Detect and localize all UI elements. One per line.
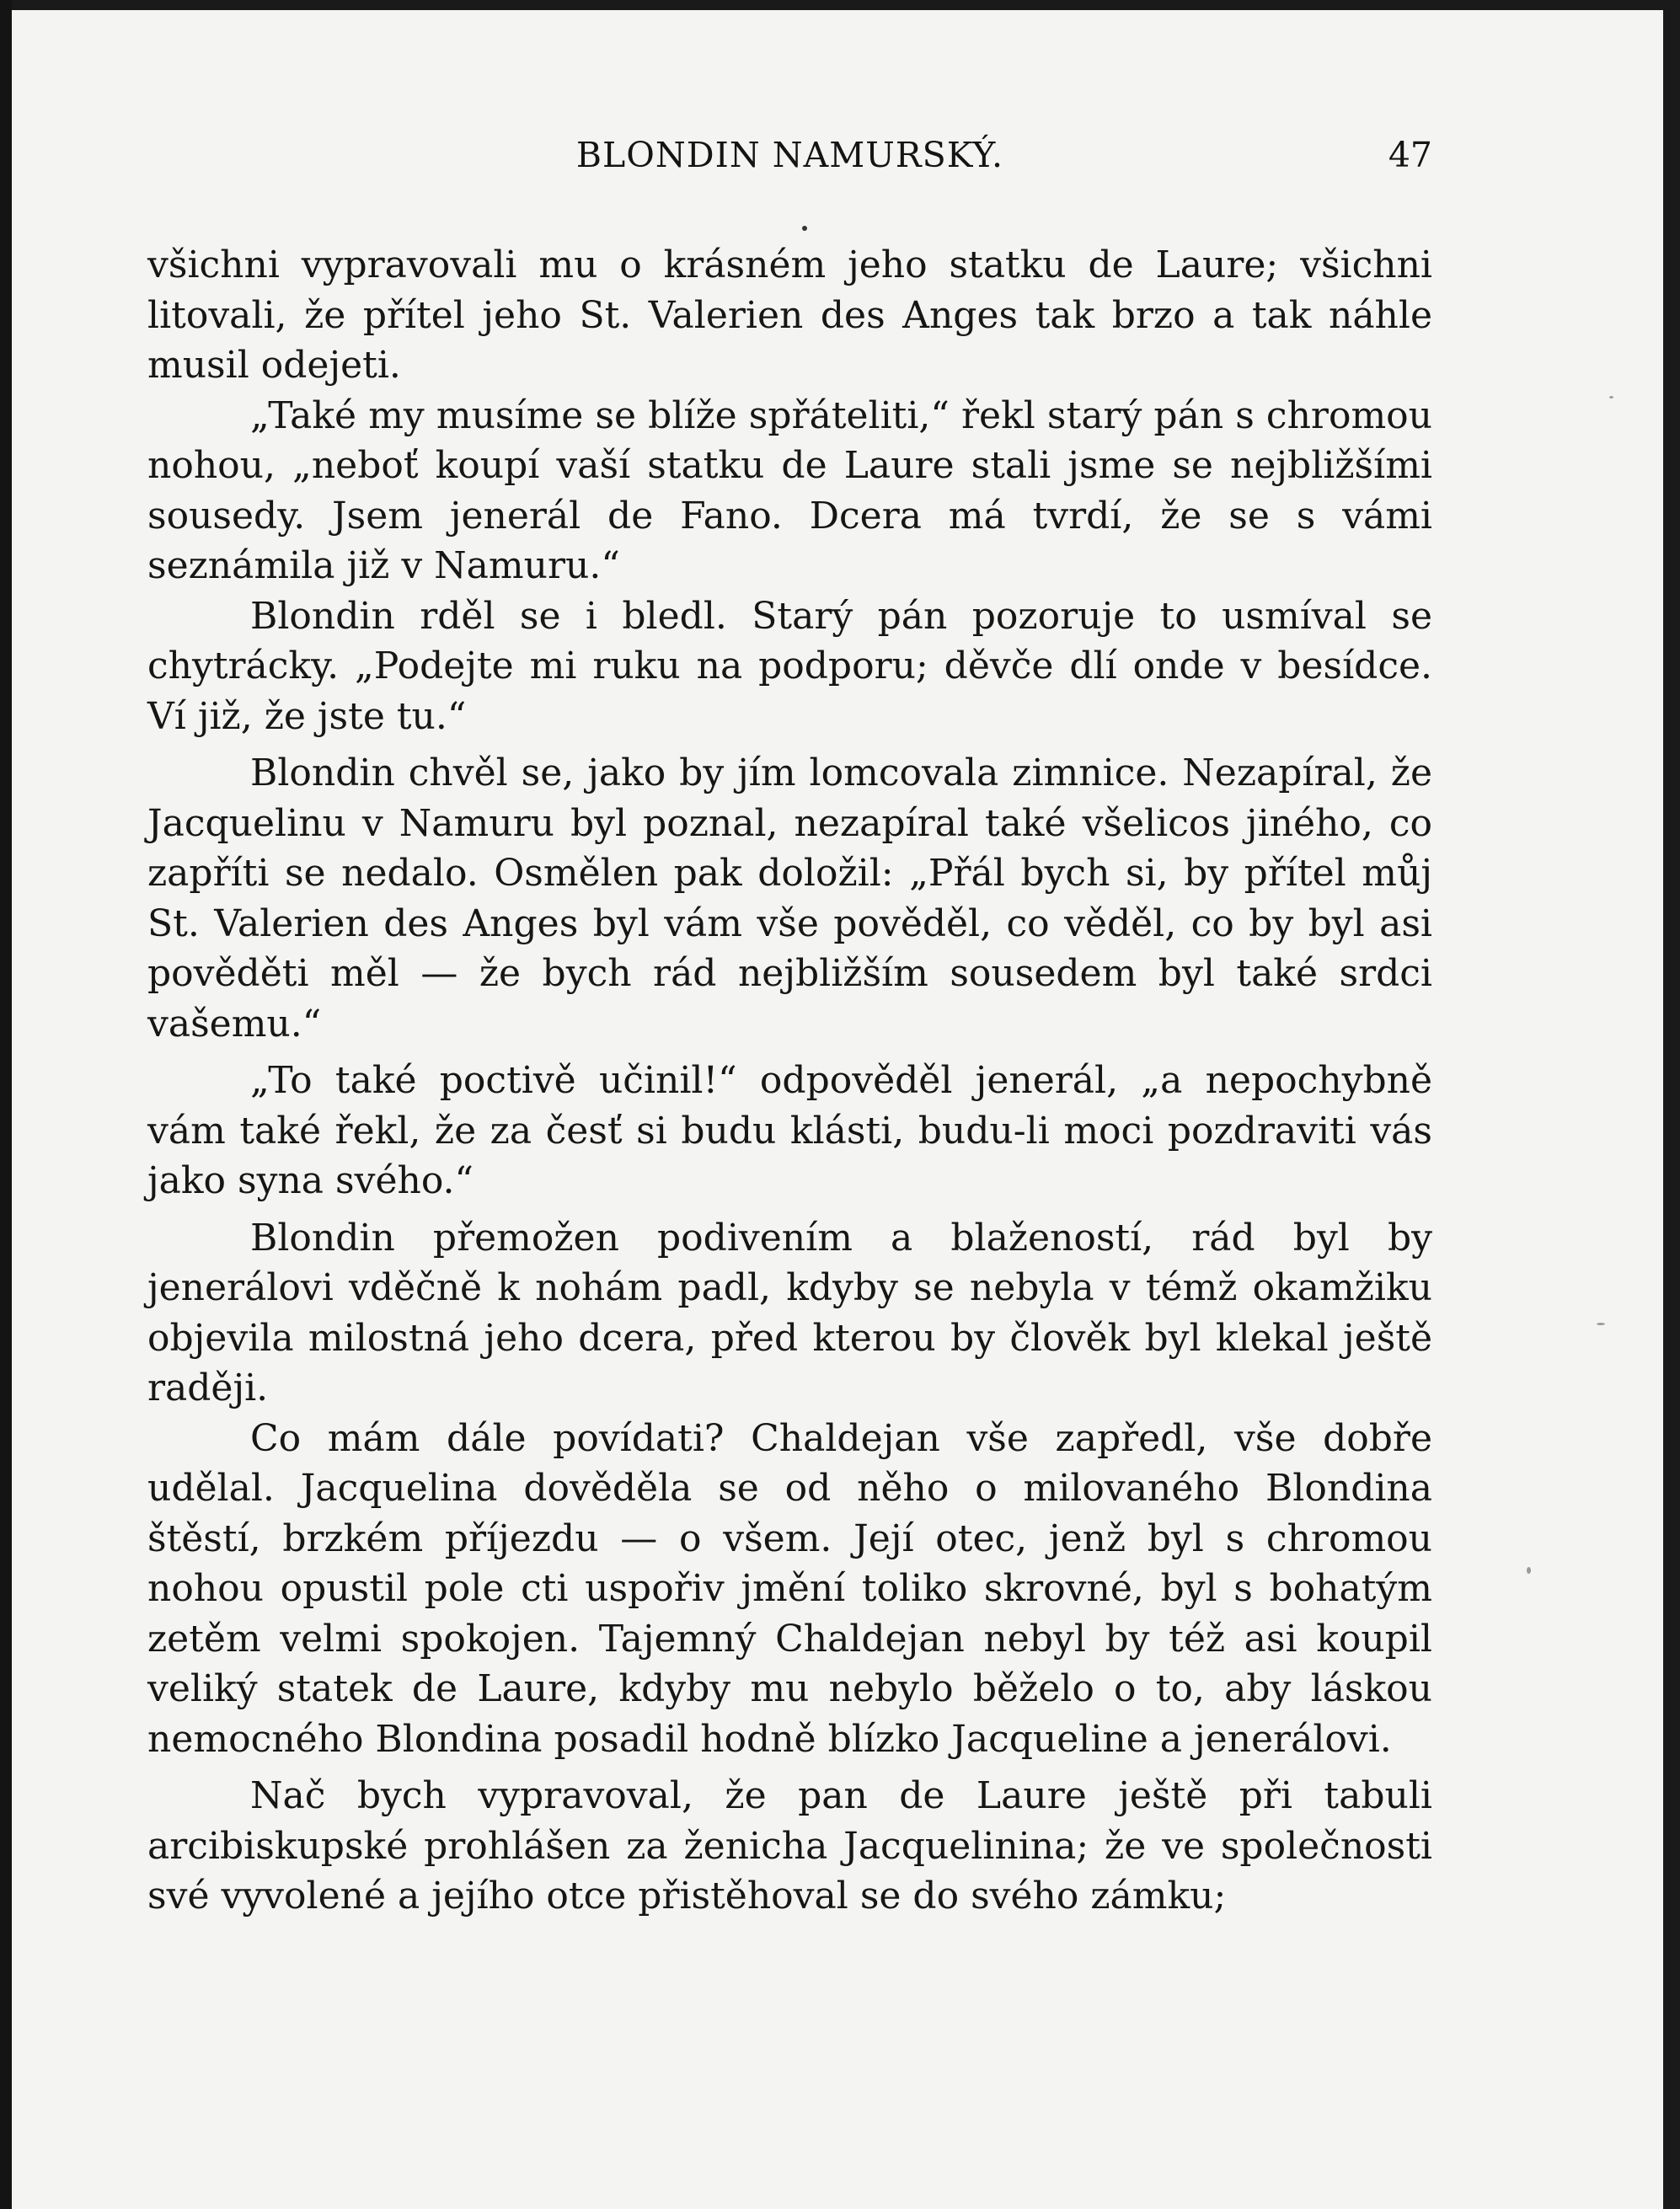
scan-speck xyxy=(802,226,807,231)
scan-speck xyxy=(1527,1567,1531,1574)
running-head xyxy=(147,135,1432,185)
scan-edge-right xyxy=(1663,0,1680,2209)
scan-speck xyxy=(1609,396,1613,398)
paragraph: Blondin přemožen podivením a blažeností, rád byl by jenerálovi vděčně k nohám padl, kdyby se nebyla v témž okamžiku objevila milostná jeho dcera, před kterou by člověk byl klekal ještě raději. xyxy=(147,1216,1432,1409)
paragraph: Nač bych vypravoval, že pan de Laure ještě při tabuli arcibiskupské prohlášen za ženicha Jacquelinina; že ve společnosti své vyvolené a jejího otce přistěhoval se do svého zámku; xyxy=(147,1774,1432,1917)
page-number: 47 xyxy=(1388,135,1432,175)
paragraph: „To také poctivě učinil!“ odpověděl jenerál, „a nepochybně vám také řekl, že za česť si budu klásti, budu-li moci pozdraviti vás jako syna svého.“ xyxy=(147,1059,1432,1202)
running-title: BLONDIN NAMURSKÝ. xyxy=(575,135,1004,175)
scan-edge-top xyxy=(0,0,1680,10)
scan-speck xyxy=(1597,1323,1605,1325)
paragraph: Blondin rděl se i bledl. Starý pán pozoruje to usmíval se chytrácky. „Podejte mi ruku na podporu; děvče dlí onde v besídce. Ví již, že jste tu.“ xyxy=(147,594,1432,738)
paragraph: všichni vypravovali mu o krásném jeho statku de Laure; všichni litovali, že přítel jeho St. Valerien des Anges tak brzo a tak náhle musil odejeti. xyxy=(147,243,1432,387)
scan-edge-left xyxy=(0,0,12,2209)
paragraph: „Také my musíme se blíže spřáteliti,“ řekl starý pán s chromou nohou, „neboť koupí vaší statku de Laure stali jsme se nejbližšími sousedy. Jsem jenerál de Fano. Dcera má tvrdí, že se s vámi seznámila již v Namuru.“ xyxy=(147,393,1432,587)
paragraph: Co mám dále povídati? Chaldejan vše zapředl, vše dobře udělal. Jacquelina dověděla se od něho o milovaného Blondina štěstí, brzkém příjezdu — o všem. Její otec, jenž byl s chromou nohou opustil pole cti uspořiv jmění toliko skrovné, byl s bohatým zetěm velmi spokojen. Tajemný Chaldejan nebyl by též asi koupil veliký statek de Laure, kdyby mu nebylo běželo o to, aby láskou nemocného Blondina posadil hodně blízko Jacqueline a jenerálovi. xyxy=(147,1416,1432,1761)
paragraph: Blondin chvěl se, jako by jím lomcovala zimnice. Nezapíral, že Jacquelinu v Namuru byl poznal, nezapíral také všelicos jiného, co zapříti se nedalo. Osmělen pak doložil: „Přál bych si, by přítel můj St. Valerien des Anges byl vám vše pověděl, co věděl, co by byl asi pověděti měl — že bych rád nejbližším sousedem byl také srdci vašemu.“ xyxy=(147,751,1432,1046)
body-text xyxy=(147,240,1432,1922)
